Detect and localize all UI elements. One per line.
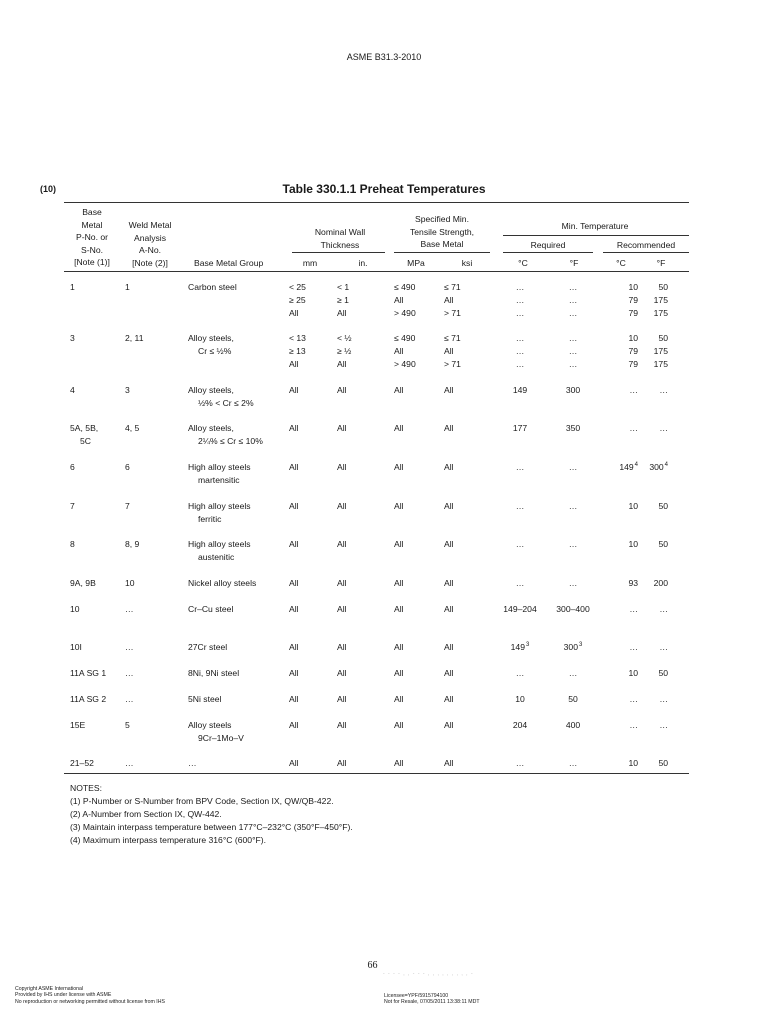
cell-req-f: 400 — [565, 720, 581, 730]
cell-rec-c: … — [629, 423, 638, 433]
cell-ksi: All — [444, 604, 454, 614]
cell-rec-c: 10 — [628, 501, 638, 511]
page-header: ASME B31.3-2010 — [346, 52, 422, 62]
cell-mm: All — [289, 642, 299, 652]
cell-in: All — [337, 668, 347, 678]
cell-req-c: 177 — [512, 423, 528, 433]
cell-rec-c: $149^4$ — [619, 462, 638, 472]
cell-ksi: All — [444, 578, 454, 588]
cell-req-f: … … … — [568, 282, 578, 318]
header-in: in. — [358, 258, 368, 268]
note-item: (1) P-Number or S-Number from BPV Code, Section IX, QW/QB-422. — [70, 795, 334, 806]
cell-mm: All — [289, 758, 299, 768]
cell-rec-f: … — [659, 720, 668, 730]
cell-req-c: 149 — [512, 385, 528, 395]
cell-req-f: 300–400 — [556, 604, 590, 614]
cell-rec-f: … — [659, 642, 668, 652]
header-base-metal-group: Base Metal Group — [194, 258, 264, 268]
cell-group: 5Ni steel — [188, 694, 222, 704]
cell-mm: < 13 ≥ 13 All — [289, 333, 306, 369]
license-notice: Licensee=YPF/5915794100 Not for Resale, 07/05/2011 13:38:11 MDT — [384, 993, 480, 1006]
cell-in: All — [337, 720, 347, 730]
cell-mpa: All — [394, 604, 404, 614]
cell-rec-c: 10 — [628, 539, 638, 549]
cell-mm: All — [289, 694, 299, 704]
header-bottom-rule — [64, 271, 689, 272]
cell-group: 27Cr steel — [188, 642, 228, 652]
cell-in: All — [337, 758, 347, 768]
header-rec-c: °C — [616, 258, 626, 268]
header-ksi: ksi — [461, 258, 473, 268]
cell-in: All — [337, 385, 347, 395]
cell-req-c: 204 — [512, 720, 528, 730]
cell-group: Carbon steel — [188, 282, 237, 292]
cell-group: Alloy steels, ½% < Cr ≤ 2% — [188, 385, 254, 408]
cell-group: Nickel alloy steels — [188, 578, 257, 588]
cell-req-f: … — [568, 501, 578, 511]
cell-mpa: All — [394, 758, 404, 768]
cell-ksi: All — [444, 758, 454, 768]
header-tensile-strength: Specified Min. Tensile Strength, Base Metal — [409, 214, 474, 250]
cell-mm: All — [289, 720, 299, 730]
cell-group: High alloy steels martensitic — [188, 462, 251, 485]
cell-p-no: 7 — [70, 501, 75, 511]
cell-mm: All — [289, 578, 299, 588]
header-rec-f: °F — [656, 258, 666, 268]
cell-rec-f: 50 175 175 — [653, 333, 668, 369]
cell-a-no: 8, 9 — [125, 539, 140, 549]
notes — [70, 782, 353, 847]
cell-ksi: All — [444, 668, 454, 678]
cell-req-f: … — [568, 462, 578, 472]
cell-rec-c: … — [629, 642, 638, 652]
header-weld-metal: Weld Metal Analysis A-No. [Note (2)] — [128, 220, 172, 268]
cell-in: All — [337, 694, 347, 704]
header-nominal-wall: Nominal Wall Thickness — [314, 227, 366, 250]
cell-p-no: 21–52 — [70, 758, 94, 768]
header-min-temperature: Min. Temperature — [561, 221, 629, 231]
cell-in: < ½ ≥ ½ All — [337, 333, 352, 369]
cell-mpa: All — [394, 501, 404, 511]
cell-req-f: … — [568, 539, 578, 549]
cell-group: 8Ni, 9Ni steel — [188, 668, 240, 678]
note-item: (3) Maintain interpass temperature between 177°C–232°C (350°F–450°F). — [70, 821, 353, 832]
required-rule — [503, 252, 593, 253]
page-number: 66 — [367, 960, 378, 971]
cell-mm: < 25 ≥ 25 All — [289, 282, 306, 318]
cell-a-no: 3 — [125, 385, 130, 395]
notes-heading: NOTES: — [70, 783, 102, 793]
cell-in: All — [337, 578, 347, 588]
cell-rec-c: 93 — [628, 578, 638, 588]
cell-a-no: 4, 5 — [125, 423, 140, 433]
cell-mm: All — [289, 539, 299, 549]
header-mpa: MPa — [407, 258, 425, 268]
cell-req-f: 350 — [565, 423, 581, 433]
faint-mark: - - - - , , - - - , , , , , , , , , - — [383, 971, 474, 977]
cell-a-no: 2, 11 — [125, 333, 144, 343]
cell-a-no: … — [125, 642, 134, 652]
cell-group: High alloy steels austenitic — [188, 539, 251, 562]
cell-in: All — [337, 604, 347, 614]
cell-mpa: ≤ 490 All > 490 — [394, 282, 416, 318]
cell-p-no: 11A SG 1 — [70, 668, 107, 678]
cell-a-no: 5 — [125, 720, 130, 730]
cell-ksi: All — [444, 462, 454, 472]
cell-group: Alloy steels, Cr ≤ ½% — [188, 333, 234, 356]
cell-ksi: All — [444, 539, 454, 549]
cell-req-c: … … … — [515, 282, 525, 318]
cell-ksi: All — [444, 642, 454, 652]
cell-req-c: … — [515, 501, 525, 511]
header-req-f: °F — [569, 258, 579, 268]
cell-p-no: 3 — [70, 333, 75, 343]
cell-p-no: 9A, 9B — [70, 578, 96, 588]
cell-ksi: All — [444, 720, 454, 730]
cell-req-c: … — [515, 539, 525, 549]
cell-p-no: 15E — [70, 720, 86, 730]
cell-p-no: 6 — [70, 462, 75, 472]
cell-in: All — [337, 642, 347, 652]
cell-mm: All — [289, 462, 299, 472]
cell-ksi: All — [444, 385, 454, 395]
cell-mm: All — [289, 604, 299, 614]
cell-rec-f: … — [659, 385, 668, 395]
cell-a-no: 7 — [125, 501, 130, 511]
revision-mark: (10) — [40, 184, 57, 194]
cell-req-f: … — [568, 758, 578, 768]
header-base-metal: Base Metal P-No. or S-No. [Note (1)] — [74, 207, 110, 268]
cell-p-no: 10I — [70, 642, 82, 652]
cell-p-no: 1 — [70, 282, 75, 292]
cell-req-c: 149–204 — [503, 604, 537, 614]
cell-mm: All — [289, 668, 299, 678]
header-required: Required — [530, 240, 566, 250]
cell-req-c: … … … — [515, 333, 525, 369]
cell-mm: All — [289, 423, 299, 433]
cell-mpa: ≤ 490 All > 490 — [394, 333, 416, 369]
cell-rec-c: … — [629, 385, 638, 395]
cell-group: … — [188, 758, 197, 768]
cell-mpa: All — [394, 694, 404, 704]
cell-p-no: 10 — [70, 604, 80, 614]
header-mm: mm — [302, 258, 318, 268]
cell-rec-f: $300^4$ — [649, 462, 668, 472]
cell-req-f: … … … — [568, 333, 578, 369]
cell-rec-c: … — [629, 694, 638, 704]
cell-rec-f: 50 — [658, 758, 668, 768]
cell-mpa: All — [394, 462, 404, 472]
cell-in: All — [337, 539, 347, 549]
cell-rec-c: 10 79 79 — [628, 333, 638, 369]
cell-ksi: All — [444, 423, 454, 433]
table-top-rule — [64, 202, 689, 203]
cell-mpa: All — [394, 385, 404, 395]
table-bottom-rule — [64, 773, 689, 774]
cell-req-c: … — [515, 462, 525, 472]
cell-mpa: All — [394, 539, 404, 549]
cell-rec-f: 50 — [658, 668, 668, 678]
cell-mm: All — [289, 501, 299, 511]
copyright-notice: Copyright ASME International Provided by IHS under license with ASME No reproduction or networking permitted without license from IHS — [15, 986, 165, 1005]
cell-ksi: All — [444, 694, 454, 704]
cell-req-c: … — [515, 668, 525, 678]
cell-req-c: … — [515, 758, 525, 768]
cell-rec-f: 50 — [658, 501, 668, 511]
cell-mm: All — [289, 385, 299, 395]
cell-req-f: … — [568, 668, 578, 678]
cell-req-c: $149^3$ — [510, 642, 530, 652]
cell-req-c: 10 — [515, 694, 525, 704]
cell-a-no: … — [125, 758, 134, 768]
cell-req-f: 50 — [568, 694, 578, 704]
cell-mpa: All — [394, 423, 404, 433]
header-req-c: °C — [518, 258, 528, 268]
cell-a-no: 6 — [125, 462, 130, 472]
cell-in: All — [337, 501, 347, 511]
header-recommended: Recommended — [616, 240, 676, 250]
cell-rec-f: 50 — [658, 539, 668, 549]
note-item: (4) Maximum interpass temperature 316°C (600°F). — [70, 834, 267, 845]
cell-a-no: … — [125, 694, 134, 704]
cell-a-no: 10 — [125, 578, 135, 588]
cell-p-no: 8 — [70, 539, 75, 549]
cell-rec-f: … — [659, 423, 668, 433]
min-temp-rule — [503, 235, 689, 236]
recommended-rule — [603, 252, 689, 253]
cell-rec-c: … — [629, 720, 638, 730]
cell-a-no: … — [125, 604, 134, 614]
cell-group: Alloy steels 9Cr–1Mo–V — [188, 720, 244, 743]
note-item: (2) A-Number from Section IX, QW-442. — [70, 808, 222, 819]
cell-mpa: All — [394, 578, 404, 588]
cell-group: High alloy steels ferritic — [188, 501, 251, 524]
cell-req-c: … — [515, 578, 525, 588]
cell-rec-c: 10 — [628, 758, 638, 768]
cell-mpa: All — [394, 668, 404, 678]
cell-group: Alloy steels, 2¼% ≤ Cr ≤ 10% — [188, 423, 263, 446]
cell-rec-c: 10 — [628, 668, 638, 678]
cell-rec-c: 10 79 79 — [628, 282, 638, 318]
cell-group: Cr–Cu steel — [188, 604, 234, 614]
cell-ksi: ≤ 71 All > 71 — [444, 333, 461, 369]
cell-p-no: 5A, 5B, 5C — [70, 423, 99, 446]
cell-p-no: 4 — [70, 385, 75, 395]
cell-req-f: 300 — [565, 385, 581, 395]
cell-rec-f: … — [659, 604, 668, 614]
cell-ksi: ≤ 71 All > 71 — [444, 282, 461, 318]
cell-rec-f: … — [659, 694, 668, 704]
cell-in: All — [337, 462, 347, 472]
cell-in: < 1 ≥ 1 All — [337, 282, 350, 318]
nominal-wall-rule — [292, 252, 385, 253]
cell-mpa: All — [394, 642, 404, 652]
cell-rec-f: 50 175 175 — [653, 282, 668, 318]
tensile-rule — [394, 252, 490, 253]
cell-ksi: All — [444, 501, 454, 511]
cell-rec-c: … — [629, 604, 638, 614]
cell-a-no: 1 — [125, 282, 130, 292]
cell-rec-f: 200 — [653, 578, 668, 588]
cell-in: All — [337, 423, 347, 433]
cell-req-f: … — [568, 578, 578, 588]
cell-mpa: All — [394, 720, 404, 730]
cell-a-no: … — [125, 668, 134, 678]
cell-p-no: 11A SG 2 — [70, 694, 107, 704]
table-title: Table 330.1.1 Preheat Temperatures — [282, 182, 486, 196]
cell-req-f: $300^3$ — [563, 642, 583, 652]
